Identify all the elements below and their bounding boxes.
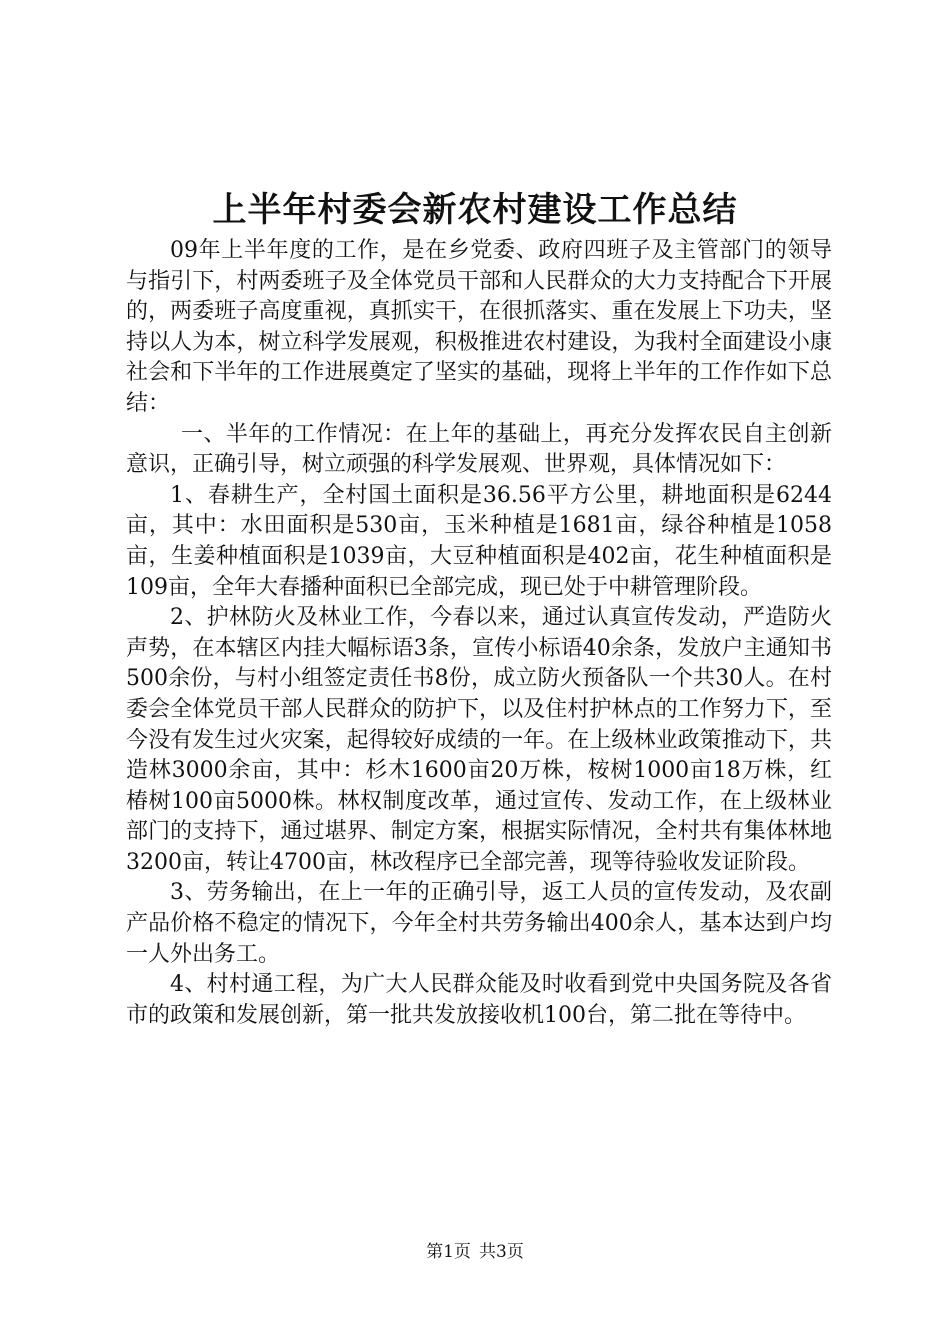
paragraph-spring-farming: 1、春耕生产，全村国土面积是36.56平方公里，耕地面积是6244亩，其中：水田面积是530亩，玉米种植是1681亩，绿谷种植是1058亩，生姜种植面积是1039亩，大豆种植面积是402亩，花生种植面积是109亩，全年大春播种面积已全部完成，现已处于中耕管理阶段。 bbox=[126, 482, 832, 600]
paragraph-labor-export: 3、劳务输出，在上一年的正确引导，返工人员的宣传发动，及农副产品价格不稳定的情况下，今年全村共劳务输出400余人，基本达到户均一人外出务工。 bbox=[126, 880, 832, 967]
paragraph-village-broadcast: 4、村村通工程，为广大人民群众能及时收看到党中央国务院及各省市的政策和发展创新，第一批共发放接收机100台，第二批在等待中。 bbox=[126, 972, 832, 1028]
document-title: 上半年村委会新农村建设工作总结 bbox=[212, 190, 738, 230]
page-number: 第1页 bbox=[426, 1242, 471, 1262]
document-body bbox=[126, 236, 832, 1031]
paragraph-intro: 09年上半年度的工作，是在乡党委、政府四班子及主管部门的领导与指引下，村两委班子及全体党员干部和人民群众的大力支持配合下开展的，两委班子高度重视，真抓实干，在很抓落实、重在发展上下功夫，坚持以人为本，树立科学发展观，积极推进农村建设，为我村全面建设小康社会和下半年的工作进展奠定了坚实的基础，现将上半年的工作作如下总结： bbox=[126, 238, 832, 416]
page-total: 共3页 bbox=[479, 1242, 524, 1262]
page-footer bbox=[0, 1240, 950, 1264]
paragraph-section-1: 一、半年的工作情况：在上年的基础上，再充分发挥农民自主创新意识，正确引导，树立顽强的科学发展观、世界观，具体情况如下： bbox=[126, 421, 832, 478]
paragraph-forest-fire: 2、护林防火及林业工作，今春以来，通过认真宣传发动，严造防火声势，在本辖区内挂大幅标语3条，宣传小标语40余条，发放户主通知书500余份，与村小组签定责任书8份，成立防火预备队一个共30人。在村委会全体党员干部人民群众的防护下，以及住村护林点的工作努力下，至今没有发生过火灾案，起得较好成绩的一年。在上级林业政策推动下，共造林3000余亩，其中：杉木1600亩20万株，桉树1000亩18万株，红椿树100亩5000株。林权制度改革，通过宣传、发动工作，在上级林业部门的支持下，通过堪界、制定方案，根据实际情况，全村共有集体林地3200亩，转让4700亩，林改程序已全部完善，现等待验收发证阶段。 bbox=[126, 605, 832, 875]
